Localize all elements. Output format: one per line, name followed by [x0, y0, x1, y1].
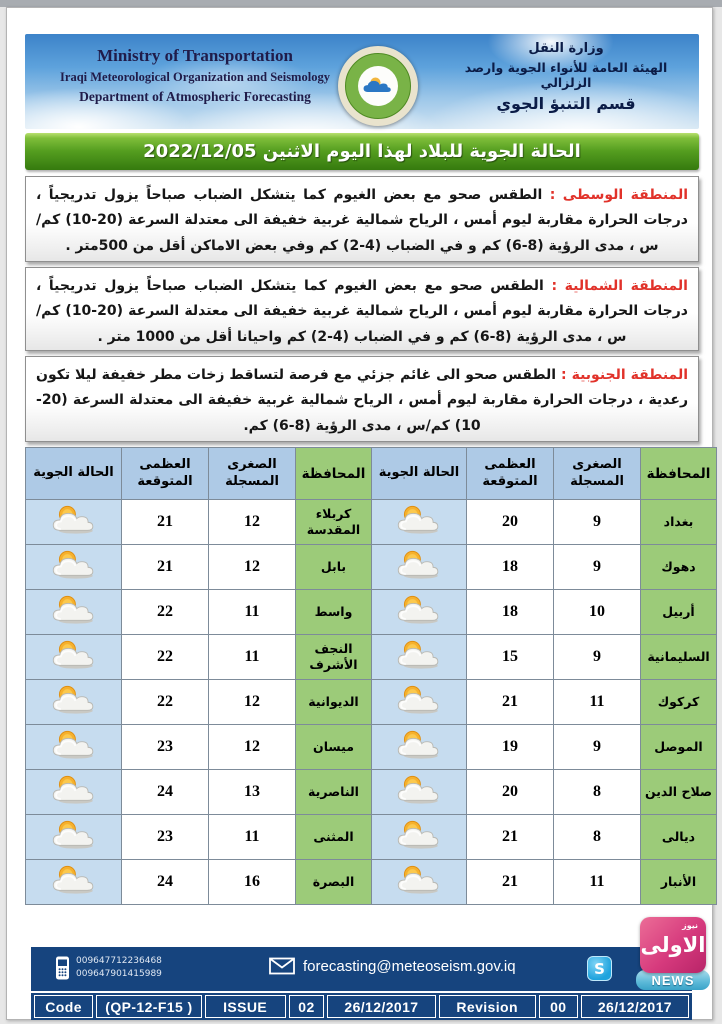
governorate-cell: بغداد	[641, 500, 717, 545]
table-row	[26, 725, 717, 770]
report-title-bar	[25, 133, 699, 170]
forecast-southern-region	[25, 356, 699, 442]
max-temp-cell: 22	[122, 590, 209, 635]
letterhead-arabic	[441, 41, 691, 113]
letterhead	[25, 34, 699, 129]
phone-number-1: 009647712236468	[76, 956, 162, 967]
envelope-icon	[269, 957, 295, 975]
max-temp-cell: 19	[467, 725, 554, 770]
weather-condition-icon	[26, 860, 122, 905]
region-text-southern: الطقس صحو الى غائم جزئي مع فرصة لتساقط زخات مطر خفيفة ليلا تكون رعدية ، درجات الحرارة مقاربة ليوم أمس ، الرياح شمالية غربية خفيفة الى معتدلة السرعة (20-10) كم/س ، مدى الرؤية (8-6) كم.	[36, 367, 688, 434]
revision-number: 00	[539, 995, 578, 1018]
phone-contact	[55, 955, 162, 981]
header-max-right: العظمى المتوقعة	[467, 448, 554, 500]
org-seal-icon	[338, 46, 418, 126]
weather-condition-icon	[372, 635, 467, 680]
table-row	[26, 860, 717, 905]
region-name-northern: المنطقة الشمالية :	[543, 278, 688, 294]
organization-name-en: Iraqi Meteorological Organization and Seismology	[60, 70, 330, 84]
issue-number: 02	[289, 995, 325, 1018]
news-agency-logo	[640, 917, 706, 990]
governorate-cell: المثنى	[296, 815, 372, 860]
max-temp-cell: 21	[467, 860, 554, 905]
weather-condition-icon	[26, 590, 122, 635]
skype-icon: S	[587, 956, 612, 981]
governorate-cell: الديوانية	[296, 680, 372, 725]
issue-label: ISSUE	[205, 995, 286, 1018]
min-temp-cell: 12	[209, 725, 296, 770]
weather-condition-icon	[26, 635, 122, 680]
temperature-table	[25, 447, 717, 905]
min-temp-cell: 9	[554, 725, 641, 770]
table-row	[26, 545, 717, 590]
max-temp-cell: 23	[122, 725, 209, 770]
phone-icon	[55, 955, 70, 981]
governorate-cell: البصرة	[296, 860, 372, 905]
min-temp-cell: 12	[209, 545, 296, 590]
governorate-cell: الأنبار	[641, 860, 717, 905]
weather-condition-icon	[26, 815, 122, 860]
cloud-sun-icon	[361, 75, 395, 97]
region-text-central: الطقس صحو مع بعض الغيوم كما يتشكل الضباب صباحاً يزول تدريجياً ، درجات الحرارة مقاربة ليوم أمس ، الرياح شمالية غربية خفيفة الى معتدلة السرعة (20-10) كم/س ، مدى الرؤية (8-6) كم و في الضباب (4-2) كم وفي بعض الاماكن أقل من 500متر .	[36, 187, 688, 254]
min-temp-cell: 11	[209, 590, 296, 635]
table-header-row	[26, 448, 717, 500]
max-temp-cell: 21	[467, 680, 554, 725]
revision-label: Revision	[439, 995, 536, 1018]
min-temp-cell: 12	[209, 680, 296, 725]
governorate-cell: ميسان	[296, 725, 372, 770]
weather-condition-icon	[372, 815, 467, 860]
report-title: الحالة الجوية للبلاد لهذا اليوم الاثنين 2022/12/05	[143, 141, 581, 162]
header-governorate-right: المحافظة	[641, 448, 717, 500]
news-logo-main-word: الاولى	[640, 933, 706, 957]
min-temp-cell: 9	[554, 545, 641, 590]
weather-condition-icon	[26, 500, 122, 545]
governorate-cell: أربيل	[641, 590, 717, 635]
min-temp-cell: 11	[209, 635, 296, 680]
ministry-name-ar: وزارة النقل	[528, 41, 604, 56]
max-temp-cell: 22	[122, 680, 209, 725]
weather-condition-icon	[26, 770, 122, 815]
weather-condition-icon	[26, 725, 122, 770]
news-logo-banner: NEWS	[636, 970, 710, 990]
table-row	[26, 815, 717, 860]
document-page	[6, 7, 713, 1020]
document-code-bar	[31, 993, 692, 1020]
table-row	[26, 770, 717, 815]
phone-number-2: 009647901415989	[76, 969, 162, 979]
header-max-left: العظمى المتوقعة	[122, 448, 209, 500]
letterhead-english	[35, 46, 355, 105]
governorate-cell: صلاح الدين	[641, 770, 717, 815]
governorate-cell: بابل	[296, 545, 372, 590]
region-name-southern: المنطقة الجنوبية :	[556, 367, 688, 383]
header-min-right: الصغرى المسجلة	[554, 448, 641, 500]
footer-contact-bar	[31, 921, 706, 991]
governorate-cell: النجف الأشرف	[296, 635, 372, 680]
governorate-cell: كركوك	[641, 680, 717, 725]
min-temp-cell: 13	[209, 770, 296, 815]
max-temp-cell: 22	[122, 635, 209, 680]
max-temp-cell: 21	[467, 815, 554, 860]
revision-date: 26/12/2017	[581, 995, 689, 1018]
min-temp-cell: 12	[209, 500, 296, 545]
min-temp-cell: 8	[554, 815, 641, 860]
governorate-cell: دهوك	[641, 545, 717, 590]
max-temp-cell: 18	[467, 545, 554, 590]
table-row	[26, 680, 717, 725]
weather-condition-icon	[26, 545, 122, 590]
governorate-cell: واسط	[296, 590, 372, 635]
min-temp-cell: 8	[554, 770, 641, 815]
department-name-en: Department of Atmospheric Forecasting	[79, 89, 311, 104]
forecast-northern-region	[25, 267, 699, 351]
header-condition-right: الحالة الجوية	[372, 448, 467, 500]
governorate-cell: الناصرية	[296, 770, 372, 815]
min-temp-cell: 16	[209, 860, 296, 905]
weather-condition-icon	[372, 680, 467, 725]
weather-condition-icon	[372, 590, 467, 635]
code-label: Code	[34, 995, 93, 1018]
max-temp-cell: 24	[122, 770, 209, 815]
max-temp-cell: 20	[467, 770, 554, 815]
governorate-cell: الموصل	[641, 725, 717, 770]
min-temp-cell: 11	[209, 815, 296, 860]
issue-date: 26/12/2017	[327, 995, 435, 1018]
organization-name-ar: الهيئة العامة للأنواء الجوية وارصد الزلزالي	[464, 60, 668, 90]
max-temp-cell: 15	[467, 635, 554, 680]
table-row	[26, 500, 717, 545]
weather-condition-icon	[372, 725, 467, 770]
email-contact	[269, 957, 516, 975]
weather-condition-icon	[372, 500, 467, 545]
email-address: forecasting@meteoseism.gov.iq	[303, 957, 516, 975]
header-condition-left: الحالة الجوية	[26, 448, 122, 500]
min-temp-cell: 10	[554, 590, 641, 635]
weather-condition-icon	[26, 680, 122, 725]
region-name-central: المنطقة الوسطى :	[542, 187, 688, 203]
governorate-cell: كربلاء المقدسة	[296, 500, 372, 545]
code-value: (QP-12-F15 )	[96, 995, 201, 1018]
max-temp-cell: 20	[467, 500, 554, 545]
weather-condition-icon	[372, 770, 467, 815]
header-governorate-left: المحافظة	[296, 448, 372, 500]
max-temp-cell: 24	[122, 860, 209, 905]
max-temp-cell: 23	[122, 815, 209, 860]
department-name-ar: قسم التنبؤ الجوي	[496, 94, 636, 113]
weather-condition-icon	[372, 860, 467, 905]
min-temp-cell: 11	[554, 860, 641, 905]
min-temp-cell: 11	[554, 680, 641, 725]
org-seal-center	[358, 66, 398, 106]
min-temp-cell: 9	[554, 500, 641, 545]
region-text-northern: الطقس صحو مع بعض الغيوم كما يتشكل الضباب صباحاً يزول تدريجياً ، درجات الحرارة مقاربة ليوم أمس ، الرياح شمالية غربية خفيفة الى معتدلة السرعة (20-10) كم/س ، مدى الرؤية (8-6) كم و في الضباب (4-2) كم واحيانا أقل من 1000 متر .	[36, 278, 688, 345]
max-temp-cell: 21	[122, 500, 209, 545]
ministry-name-en: Ministry of Transportation	[97, 46, 293, 65]
header-min-left: الصغرى المسجلة	[209, 448, 296, 500]
max-temp-cell: 18	[467, 590, 554, 635]
table-row	[26, 590, 717, 635]
news-logo-small-word: نيوز	[682, 921, 698, 930]
scan-edge-strip	[0, 0, 722, 7]
governorate-cell: ديالى	[641, 815, 717, 860]
max-temp-cell: 21	[122, 545, 209, 590]
governorate-cell: السليمانية	[641, 635, 717, 680]
min-temp-cell: 9	[554, 635, 641, 680]
org-seal-ring	[345, 53, 411, 119]
table-row	[26, 635, 717, 680]
news-logo-mark	[640, 917, 706, 973]
forecast-central-region	[25, 176, 699, 262]
weather-condition-icon	[372, 545, 467, 590]
